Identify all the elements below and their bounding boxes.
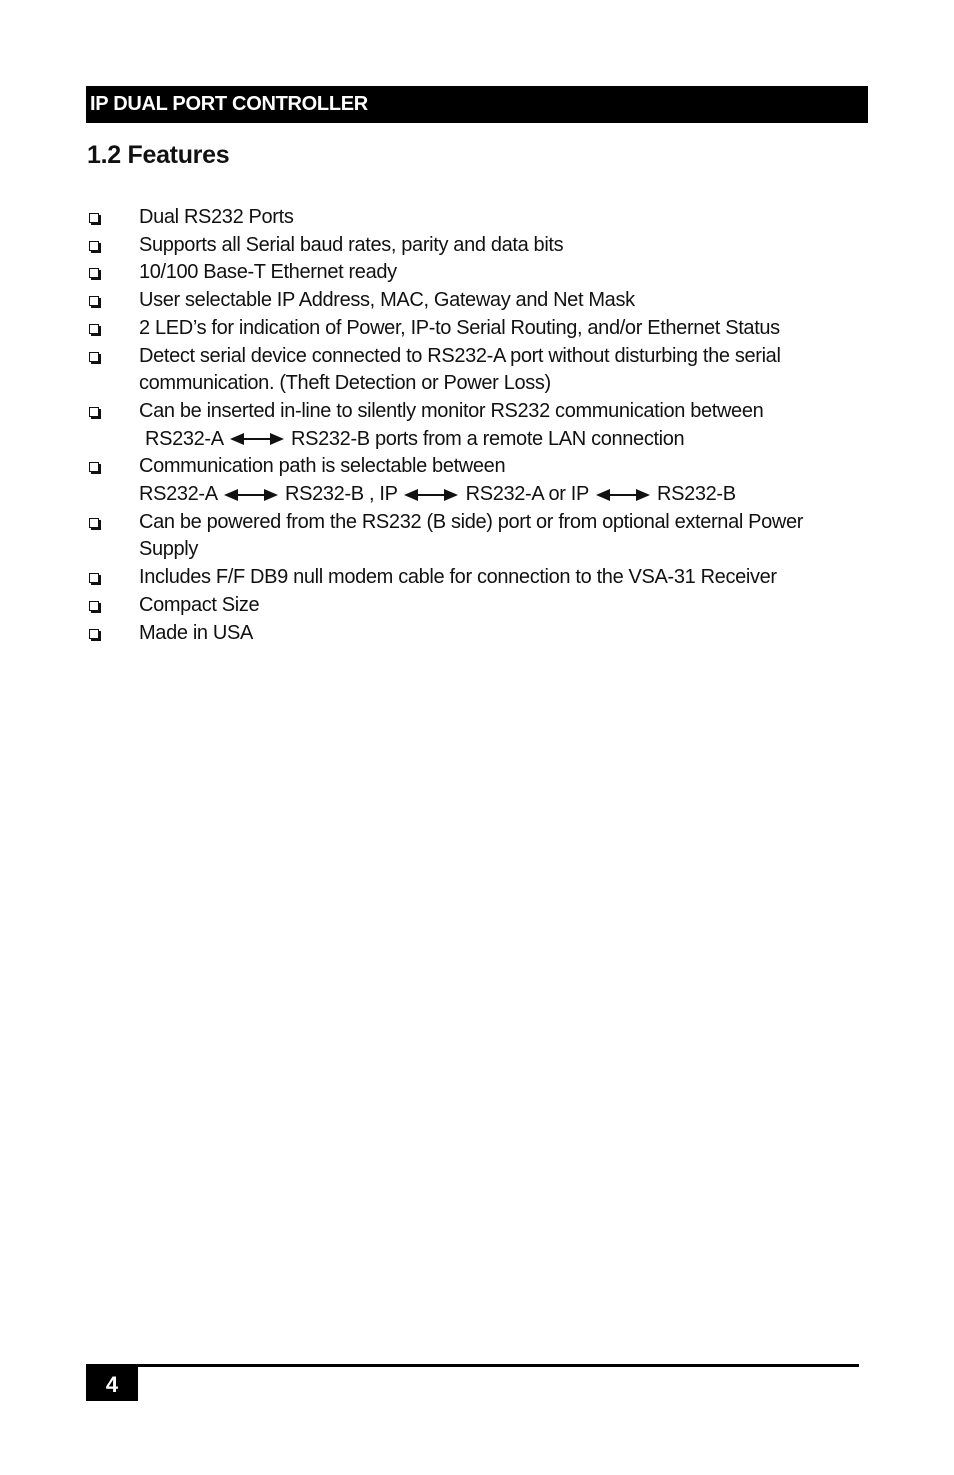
page-number-box [86, 1366, 138, 1401]
section-title: 1.2 Features [87, 141, 230, 169]
header-bar [86, 86, 868, 123]
list-item [87, 315, 847, 343]
feature-text: User selectable IP Address, MAC, Gateway and Net Mask [139, 289, 635, 312]
square-bullet-icon [89, 573, 99, 583]
route-endpoint: RS232-B ports from a remote LAN connection [291, 427, 685, 450]
list-item [87, 509, 847, 564]
feature-text-continued: communication. (Theft Detection or Power Loss) [139, 372, 551, 395]
square-bullet-icon [89, 241, 99, 251]
square-bullet-icon [89, 268, 99, 278]
list-item [87, 398, 847, 453]
header-title: IP DUAL PORT CONTROLLER [90, 93, 368, 115]
route-endpoint: RS232-B , IP [285, 483, 398, 506]
list-item [87, 259, 847, 287]
feature-text: Made in USA [139, 621, 253, 644]
feature-list [87, 204, 847, 647]
double-arrow-icon [224, 488, 278, 502]
list-item [87, 287, 847, 315]
feature-text: Compact Size [139, 593, 260, 616]
list-item [87, 453, 847, 508]
list-item [87, 564, 847, 592]
route-endpoint: RS232-A [145, 427, 223, 450]
square-bullet-icon [89, 296, 99, 306]
square-bullet-icon [89, 518, 99, 528]
double-arrow-icon [596, 488, 650, 502]
square-bullet-icon [89, 629, 99, 639]
feature-text: Detect serial device connected to RS232-A port without disturbing the serial [139, 344, 781, 367]
route-endpoint: RS232-A [139, 483, 217, 506]
list-item [87, 232, 847, 260]
feature-text: Includes F/F DB9 null modem cable for connection to the VSA-31 Receiver [139, 566, 777, 589]
feature-text: Communication path is selectable between [139, 455, 506, 478]
square-bullet-icon [89, 407, 99, 417]
page-number: 4 [105, 1372, 119, 1397]
feature-text: Can be powered from the RS232 (B side) port or from optional external Power [139, 510, 804, 533]
feature-route-line [139, 426, 847, 454]
route-endpoint: RS232-B [657, 483, 736, 506]
route-endpoint: RS232-A or IP [465, 483, 589, 506]
square-bullet-icon [89, 324, 99, 334]
double-arrow-icon [230, 432, 284, 446]
square-bullet-icon [89, 462, 99, 472]
feature-text: 10/100 Base-T Ethernet ready [139, 261, 397, 284]
square-bullet-icon [89, 352, 99, 362]
feature-route-line [139, 481, 847, 509]
feature-text-continued: Supply [139, 538, 199, 561]
square-bullet-icon [89, 213, 99, 223]
list-item [87, 592, 847, 620]
feature-text: Supports all Serial baud rates, parity and data bits [139, 233, 564, 256]
feature-text: Dual RS232 Ports [139, 206, 294, 228]
list-item [87, 343, 847, 398]
feature-text: 2 LED’s for indication of Power, IP-to Serial Routing, and/or Ethernet Status [139, 316, 780, 339]
list-item [87, 620, 847, 648]
feature-text: Can be inserted in-line to silently monitor RS232 communication between [139, 399, 764, 422]
double-arrow-icon [404, 488, 458, 502]
footer-rule [86, 1364, 859, 1367]
square-bullet-icon [89, 601, 99, 611]
list-item [87, 204, 847, 232]
